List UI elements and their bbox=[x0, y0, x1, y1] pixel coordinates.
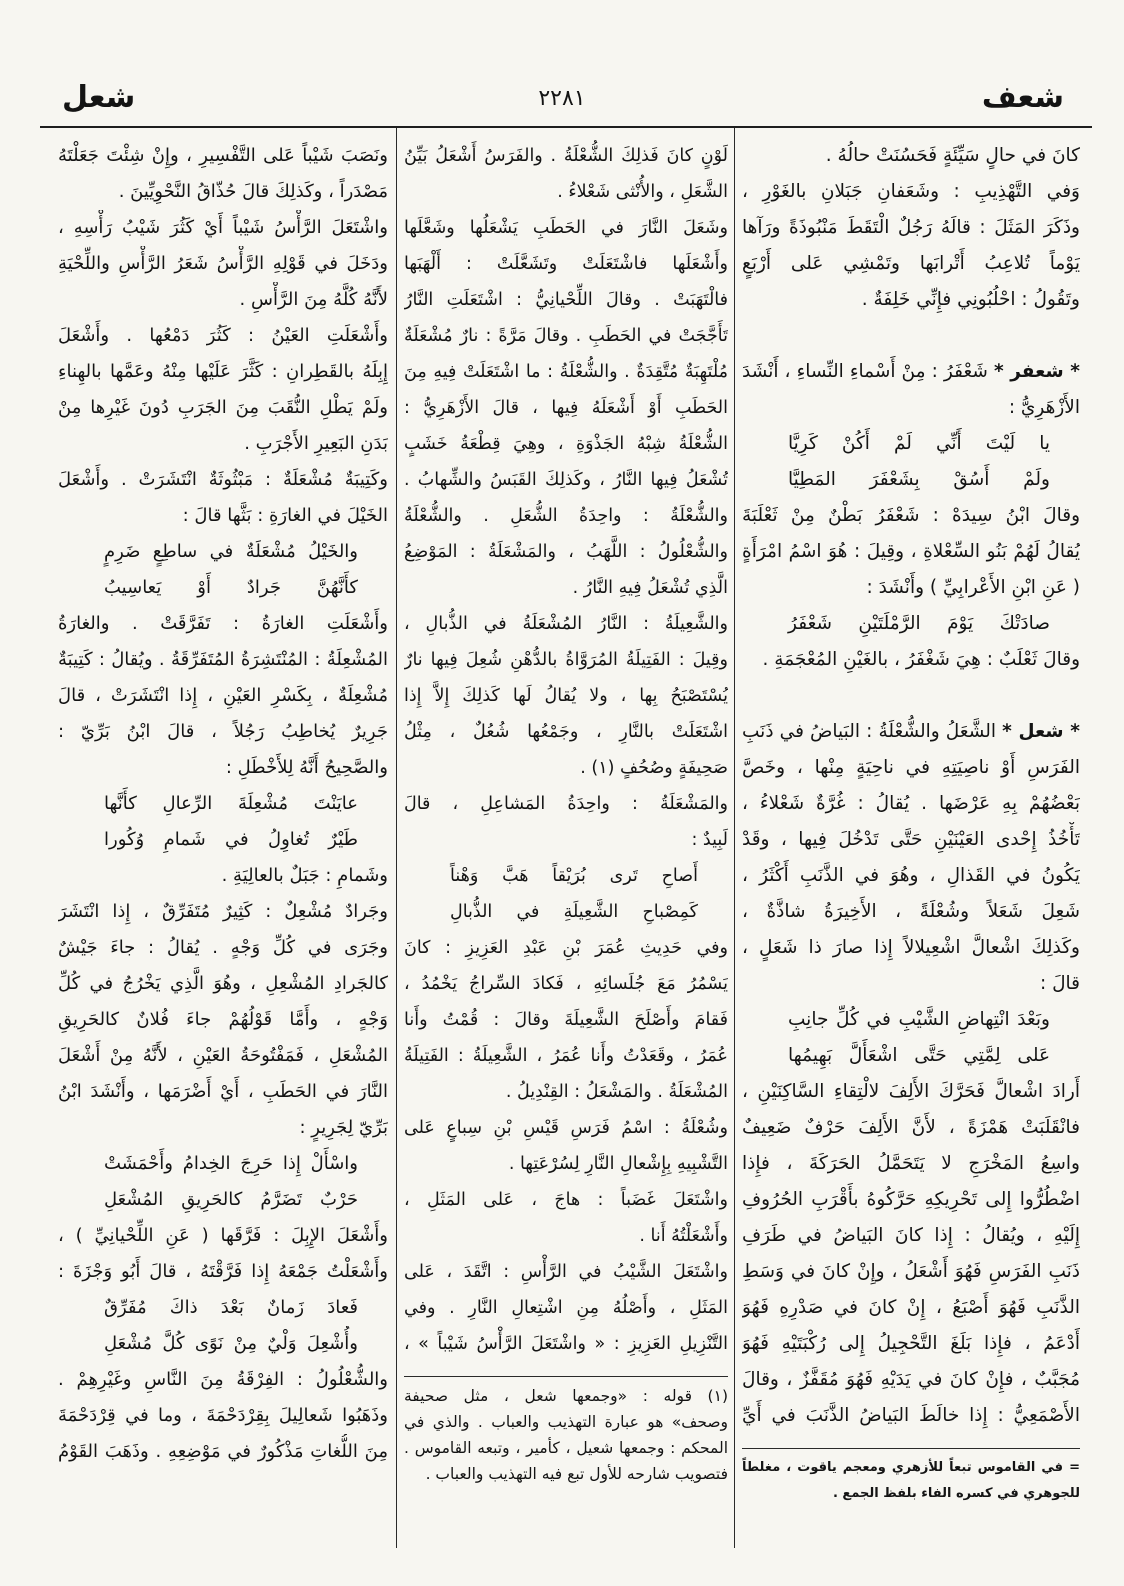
text-line: وفي حَدِيثِ عُمَرَ بْنِ عَبْدِ العَزِيزِ : كانَ bbox=[404, 938, 728, 958]
text-line: والشُّعْلَةُ : واحِدَةُ الشُّعَلِ . والشُّعْلَةُ bbox=[404, 506, 728, 526]
text-line: تُشْعَلُ فِيها النَّارُ ، وكَذلِكَ القَبَسُ والشِّهابُ . bbox=[404, 470, 728, 490]
footnotes bbox=[404, 1376, 728, 1487]
text-line: تَأَجَّجَتْ في الحَطَبِ . وقالَ مَرَّةً : نارٌ مُشْعَلَةٌ bbox=[404, 326, 728, 346]
text-line: الشُّعْلَةُ شِبْهُ الجَذْوَةِ ، وهِيَ قِطْعَةُ خَشَبٍ bbox=[404, 434, 728, 454]
verse-line: أَصاحِ تَرى بُرَيْقاً هَبَّ وَهْناً bbox=[450, 866, 698, 886]
footnote-line: (١) قوله : «وجمعها شعل ، مثل صحيفة bbox=[404, 1387, 728, 1405]
text-line: التَّشْبِيهِ بِإِشْعالِ النَّارِ لِسُرْعَتِها . bbox=[508, 1154, 728, 1174]
text-line: لَوْنٍ كانَ فَذلِكَ الشُّعْلَةُ . والفَرَسُ أَشْعَلُ بَيِّنُ bbox=[404, 146, 728, 166]
text-line: الخَيْلَ في الغارَةِ : بَثَّها قالَ : bbox=[182, 505, 388, 526]
text-line: وكَتِيبَةٌ مُشْعَلَةٌ : مَبْثُوثَةٌ انْتَشَرَتْ . وأَشْعَلَ bbox=[58, 469, 388, 490]
running-head-right: شعف bbox=[981, 80, 1064, 115]
text-line: كانَ في حالٍ سَيِّئَةٍ فَحَسُنَتْ حالُهُ . bbox=[825, 145, 1080, 166]
text-line: المَثَلِ ، وأَصْلُهُ مِنِ اشْتِعالِ النَّارِ . وفي bbox=[404, 1298, 728, 1318]
footnote-line: = في القاموس تبعاً للأزهري ومعجم ياقوت ، مغلطاً bbox=[742, 1460, 1080, 1475]
verse-line: ولَمْ أَسُقْ بِشَعْفَرَ المَطِيَّا bbox=[788, 469, 1050, 490]
text-line: فانْقَلَبَتْ هَمْزَةً ، لأَنَّ الأَلِفَ حَرْفٌ ضَعِيفٌ bbox=[742, 1117, 1080, 1138]
text-line: وأَشْعَلَ الإِبِلَ : فَرَّقَها ( عَنِ اللِّحْيانِيِّ ) ، bbox=[58, 1225, 388, 1246]
text-line: مَصْدَراً ، وكَذلِكَ قالَ حُذّاقُ النَّحْوِيِّينَ . bbox=[118, 181, 388, 202]
text-line: واشْتَعَلَ الشَّيْبُ في الرَّأْسِ : اتَّقَدَ ، عَلى bbox=[404, 1262, 728, 1282]
text-line: الأَزْهَرِيُّ : bbox=[1008, 397, 1080, 418]
text-line: يَكُونُ في القَذالِ ، وهُوَ في الذَّنَبِ أَكْثَرُ ، bbox=[742, 865, 1080, 886]
headword: * شعفر * bbox=[993, 361, 1080, 382]
text-line: وأَشْعَلَتِ العَيْنُ : كَثُرَ دَمْعُها . وأَشْعَلَ bbox=[58, 325, 388, 346]
text-line: والشُّعْلُولُ : الفِرْقَةُ مِنَ النَّاسِ وغَيْرِهِمْ . bbox=[58, 1369, 388, 1390]
definition-text: شَعْفَرُ : مِنْ أَسْماءِ النِّساءِ ، أَنْشَدَ bbox=[742, 361, 988, 382]
text-line: يَسْمُرُ مَعَ جُلَسائِهِ ، فَكادَ السِّراجُ يَخْمُدُ ، bbox=[404, 974, 728, 994]
text-line: يُسْتَصْبَحُ بِها ، ولا يُقالُ لَها كَذلِكَ إِلاَّ إِذا bbox=[404, 686, 728, 706]
text-line: واشْتَعَلَ غَضَباً : هاجَ ، عَلى المَثَلِ ، bbox=[404, 1190, 728, 1210]
footnote-line: للجوهري في كسره الفاء بلفظ الجمع . bbox=[832, 1486, 1080, 1501]
entry-line bbox=[742, 714, 1080, 750]
column-divider bbox=[396, 128, 397, 1548]
text-line: مُشْعِلَةٌ ، بِكَسْرِ العَيْنِ ، إِذا انْتَشَرَتْ ، قالَ bbox=[58, 685, 388, 706]
text-line: وأَشْعَلَها فاشْتَعَلَتْ وتَشَعَّلَتْ : أَلْهَبَها bbox=[404, 254, 728, 274]
text-line: والصَّحِيحُ أَنَّهُ لِلأَخْطَلِ : bbox=[225, 757, 388, 778]
text-line: والشَّعِيلَةُ : النَّارُ المُشْعَلَةُ في الذُّبالِ ، bbox=[404, 614, 728, 634]
text-line: التَّنْزِيلِ العَزِيزِ : « واشْتَعَلَ الرَّأْسُ شَيْباً » ، bbox=[404, 1334, 728, 1354]
footnote-line: المحكم : وجمعها شعيل ، كأمير ، وتبعه القاموس . bbox=[404, 1439, 728, 1457]
verse-line: كأَنَّهُنَّ جَرادٌ أَوْ يَعاسِيبُ bbox=[104, 577, 358, 598]
column-right bbox=[742, 138, 1080, 1507]
text-line: ونَصَبَ شَيْباً عَلى التَّفْسِيرِ ، وإِنْ شِئْتَ جَعَلْتَهُ bbox=[58, 145, 388, 166]
text-line: الحَطَبِ أَوْ أَشْعَلَهُ فِيها ، قالَ الأَزْهَرِيُّ : bbox=[404, 398, 728, 418]
text-line: اضْطُرُّوا إِلى تَحْرِيكِهِ حَرَّكُوهُ بأَقْرَبِ الحُرُوفِ bbox=[742, 1189, 1080, 1210]
text-line: المُشْعِلَةُ : المُنْتَشِرَةُ المُتَفَرِّقَةُ . ويُقالُ : كَتِيبَةٌ bbox=[58, 649, 388, 670]
verse-line: والخَيْلُ مُشْعَلَةٌ في ساطِعٍ ضَرِمٍ bbox=[104, 541, 358, 562]
text-line: وأَشْعَلْتُهُ أَنا . bbox=[639, 1226, 728, 1246]
text-line: اشْتَعَلَتْ بالنَّارِ ، وجَمْعُها شُعُلٌ ، مِثْلُ bbox=[404, 722, 728, 742]
text-line: فالْتَهَبَتْ . وقالَ اللِّحْيانِيُّ : اشْتَعَلَتِ النَّارُ bbox=[404, 290, 728, 310]
text-line: قالَ : bbox=[1039, 973, 1080, 994]
verse-line: فَعادَ زَمانٌ بَعْدَ ذاكَ مُفَرِّقٌ bbox=[104, 1297, 358, 1318]
text-line: وقالَ ثَعْلَبٌ : هِيَ شَغْفَرُ ، بالغَيْنِ المُعْجَمَةِ . bbox=[762, 649, 1080, 670]
text-line: ودَخَلَ في قَوْلِهِ الرَّأْسُ شَعَرُ الرَّأْسِ واللِّحْيَةِ bbox=[58, 253, 388, 274]
column-divider bbox=[734, 128, 735, 1548]
text-line: وأَشْعَلَتِ الغارَةُ : تَفَرَّقَتْ . والغارَةُ bbox=[58, 613, 388, 634]
verse-line: واسْأَلْ إِذا حَرِجَ الخِدامُ وأَحْمَشَتْ bbox=[104, 1153, 358, 1174]
text-line: وذَهَبُوا شَعالِيلَ بِقِرْدَحْمَةَ ، وما في قِرْدَحْمَةَ bbox=[58, 1405, 388, 1426]
text-line: وكَذلِكَ اشْعالَّ اشْعِيلالاً إِذا صارَ ذا شَعَلٍ ، bbox=[742, 937, 1080, 958]
verse-line: يا لَيْتَ أَنِّي لَمْ أَكُنْ كَرِيَّا bbox=[788, 433, 1050, 454]
text-line: وشَمامِ : جَبَلٌ بالعالِيَةِ . bbox=[221, 865, 388, 886]
text-line: الفَرَسِ أَوْ ناصِيَتِهِ في ناحِيَةٍ مِنْها ، وخَصَّ bbox=[742, 757, 1080, 778]
verse-line: صادَتْكَ يَوْمَ الرَّمْلَتَيْنِ شَعْفَرُ bbox=[788, 613, 1050, 634]
verse-line: حَرْبٌ تَضَرَّمُ كالحَرِيقِ المُشْعَلِ bbox=[104, 1189, 358, 1210]
text-line: يَوْماً تُلاعِبُ أَتْرابَها وتَمْشِي عَلى أَرْبَعٍ bbox=[742, 253, 1080, 274]
text-line: وجَرادٌ مُشْعِلٌ : كَثِيرٌ مُتَفَرِّقٌ ، إِذا انْتَشَرَ bbox=[58, 901, 388, 922]
text-line: ذَنَبِ الفَرَسِ فَهُوَ أَشْعَلُ ، وإِنْ كانَ في وَسَطِ bbox=[742, 1261, 1080, 1282]
text-line: النَّارَ في الحَطَبِ ، أَيْ أَضْرَمَها ، وأَنْشَدَ ابْنُ bbox=[58, 1081, 388, 1102]
text-line: ولَمْ يَطْلِ النُّقَبَ مِنَ الجَرَبِ دُونَ غَيْرِها مِنْ bbox=[58, 397, 388, 418]
text-line: الأَصْمَعِيُّ : إِذا خالَطَ البَياضُ الذَّنَبَ في أَيِّ bbox=[742, 1405, 1080, 1426]
text-line: مُجَبَّبٌ ، فإِنْ كانَ في يَدَيْهِ فَهُوَ مُقَفَّزٌ ، وقالَ bbox=[742, 1369, 1080, 1390]
verse-line: طَيْرٌ تُغاوِلُ في شَمامِ وُكُورا bbox=[104, 829, 358, 850]
text-line: والشُّعْلُولُ : اللَّهَبُ ، والمَشْعَلَةُ : المَوْضِعُ bbox=[404, 542, 728, 562]
text-line: المُشْعَلِ ، فَمَفْتُوحَةُ العَيْنِ ، لأَنَّهُ مِنْ أَشْعَلَ bbox=[58, 1045, 388, 1066]
text-line: صَحِيفَةٍ وصُحُفٍ (١) . bbox=[580, 758, 728, 778]
text-line: وجَرَى في كُلِّ وَجْهٍ . يُقالُ : جاءَ جَيْشٌ bbox=[58, 937, 388, 958]
text-line: وأَشْعَلْتُ جَمْعَهُ إِذا فَرَّقْتَهُ ، قالَ أَبُو وَجْزَةَ : bbox=[58, 1261, 388, 1282]
text-line: وشُعْلَةُ : اسْمُ فَرَسِ قَيْسِ بْنِ سِباعٍ عَلى bbox=[404, 1118, 728, 1138]
verse-line: وبَعْدَ انْتِهاضِ الشَّيْبِ في كُلِّ جانِبِ bbox=[788, 1009, 1050, 1030]
verse-line: كَمِصْباحِ الشَّعِيلَةِ في الذُّبالِ bbox=[450, 902, 698, 922]
text-line: جَرِيرٌ يُخاطِبُ رَجُلاً ، قالَ ابْنُ بَرِّيّ : bbox=[58, 721, 388, 742]
text-line: وقالَ ابْنُ سِيدَهْ : شَعْفَرُ بَطْنٌ مِنْ ثَعْلَبَةَ bbox=[742, 505, 1080, 526]
text-line: بَرِّيّ لِجَرِيرٍ : bbox=[299, 1117, 388, 1138]
column-left bbox=[58, 138, 388, 1470]
definition-text: الشَّعَلُ والشُّعْلَةُ : البَياضُ في ذَنَبِ bbox=[742, 721, 996, 742]
column-middle bbox=[404, 138, 728, 1487]
text-line: بَدَنِ البَعِيرِ الأَجْرَبِ . bbox=[244, 433, 388, 454]
text-line: لأَنَّهُ كُلَّهُ مِنَ الرَّأْسِ . bbox=[239, 289, 388, 310]
entry-line bbox=[742, 354, 1080, 390]
footnote-line: فتصويب شارحه للأول تبع فيه التهذيب والعباب . bbox=[425, 1465, 728, 1483]
text-line: يُقالُ لَهُمْ بَنُو السِّعْلاةِ ، وقِيلَ : هُوَ اسْمُ امْرَأَةٍ bbox=[742, 541, 1080, 562]
text-line: وَفي التَّهْذِيبِ : وشَعَفانِ جَبَلانِ بالغَوْرِ ، bbox=[742, 181, 1080, 202]
text-line: أَرادَ اشْعالَّ فَحَرَّكَ الأَلِفَ لالْتِقاءِ السَّاكِنَيْنِ ، bbox=[742, 1081, 1080, 1102]
text-line: وقِيلَ : الفَتِيلَةُ المُرَوَّاةُ بالدُّهْنِ شُعِلَ فِيها نارٌ bbox=[404, 650, 728, 670]
text-line: بَعْضُهُمْ بِهِ عَرْضَها . يُقالُ : غُرَّةٌ شَعْلاءُ ، bbox=[742, 793, 1080, 814]
text-line: فَقامَ وأَصْلَحَ الشَّعِيلَةَ وقالَ : قُمْتُ وأَنا bbox=[404, 1010, 728, 1030]
verse-line: عَلى لِمَّتِي حَتَّى اشْعَأَلَّ بَهِيمُها bbox=[788, 1045, 1050, 1066]
text-line: تَأْخُذُ إِحْدى العَيْنَيْنِ حَتَّى تَدْخُلَ فِيها ، وقَدْ bbox=[742, 829, 1080, 850]
text-line: كالجَرادِ المُشْعِلِ ، وهُوَ الَّذِي يَخْرُجُ في كُلِّ bbox=[58, 973, 388, 994]
text-line: وتَقُولُ : احْلُبُونِي فإِنِّي خَلِفَةٌ . bbox=[861, 289, 1080, 310]
text-line: إِبِلَهُ بالقَطِرانِ : كَثَّرَ عَلَيْها مِنْهُ وعَمَّها بالهِناءِ bbox=[58, 361, 388, 382]
footnote-line: وصحف» هو عبارة التهذيب والعباب . والذي في bbox=[404, 1413, 728, 1431]
text-line: شَعِلَ شَعَلاً وشُعْلَةً ، الأَخِيرَةُ شاذَّةٌ ، bbox=[742, 901, 1080, 922]
text-line: إِلَيْهِ ، ويُقالُ : إِذا كانَ البَياضُ في طَرَفِ bbox=[742, 1225, 1080, 1246]
text-line: مُلْتَهِبَةٌ مُتَّقِدَةٌ . والشُّعْلَةُ : ما اشْتَعَلَتْ فِيهِ مِنَ bbox=[404, 362, 728, 382]
text-line: أَدْعَمُ ، فإِذا بَلَغَ التَّحْجِيلُ إِلى رُكْبَتَيْهِ فَهُوَ bbox=[742, 1333, 1080, 1354]
footnotes bbox=[742, 1448, 1080, 1507]
text-line: ( عَنِ ابْنِ الأَعْرابِيِّ ) وأَنْشَدَ : bbox=[866, 577, 1080, 598]
text-line: وشَعَلَ النَّارَ في الحَطَبِ يَشْعَلُها وشَعَّلَها bbox=[404, 218, 728, 238]
text-line: وَجْهٍ ، وأَمَّا قَوْلُهُمْ جاءَ فُلانٌ كالحَرِيقِ bbox=[58, 1009, 388, 1030]
headword: * شعل * bbox=[1002, 721, 1080, 742]
page-number: ٢٢٨١ bbox=[538, 86, 586, 111]
verse-line: وأُشْعِلَ وَلْيٌ مِنْ نَوًى كُلَّ مُشْعَلِ bbox=[104, 1333, 358, 1354]
text-line: عُمَرُ ، وقَعَدْتُ وأَنا عُمَرُ ، الشَّعِيلَةُ : الفَتِيلَةُ bbox=[404, 1046, 728, 1066]
text-line: الذَّنَبِ فَهُوَ أَصْبَعُ ، إِنْ كانَ في صَدْرِهِ فَهُوَ bbox=[742, 1297, 1080, 1318]
text-line: المُشْعَلَةُ . والمَشْعَلُ : القِنْدِيلُ . bbox=[505, 1082, 728, 1102]
running-head-left: شعل bbox=[62, 80, 136, 115]
verse-line: عايَنْتَ مُشْعِلَةَ الرِّعالِ كأَنَّها bbox=[104, 793, 358, 814]
text-line: الشَّعَلِ ، والأُنْثى شَعْلاءُ . bbox=[557, 182, 728, 202]
header-rule bbox=[40, 126, 1092, 128]
text-line: وذَكَرَ المَثَلَ : قالَهُ رَجُلٌ الْتَقَطَ مَنْبُوذَةً ورَآها bbox=[742, 217, 1080, 238]
text-line: مِنَ اللُّغاتِ مَذْكُورٌ في مَوْضِعِهِ . وذَهَبَ القَوْمُ bbox=[58, 1441, 388, 1462]
text-line: لَبِيدٌ : bbox=[691, 830, 728, 850]
text-line: الَّذِي تُشْعَلُ فِيهِ النَّارُ . bbox=[572, 578, 728, 598]
text-line: والمَشْعَلَةُ : واحِدَةُ المَشاعِلِ ، قالَ bbox=[404, 794, 728, 814]
text-line: واسِعُ المَخْرَجِ لا يَتَحَمَّلُ الحَرَكَةَ ، فإِذا bbox=[742, 1153, 1080, 1174]
text-line: واشْتَعَلَ الرَّأْسُ شَيْباً أَيْ كَثُرَ شَيْبُ رَأْسِهِ ، bbox=[58, 217, 388, 238]
